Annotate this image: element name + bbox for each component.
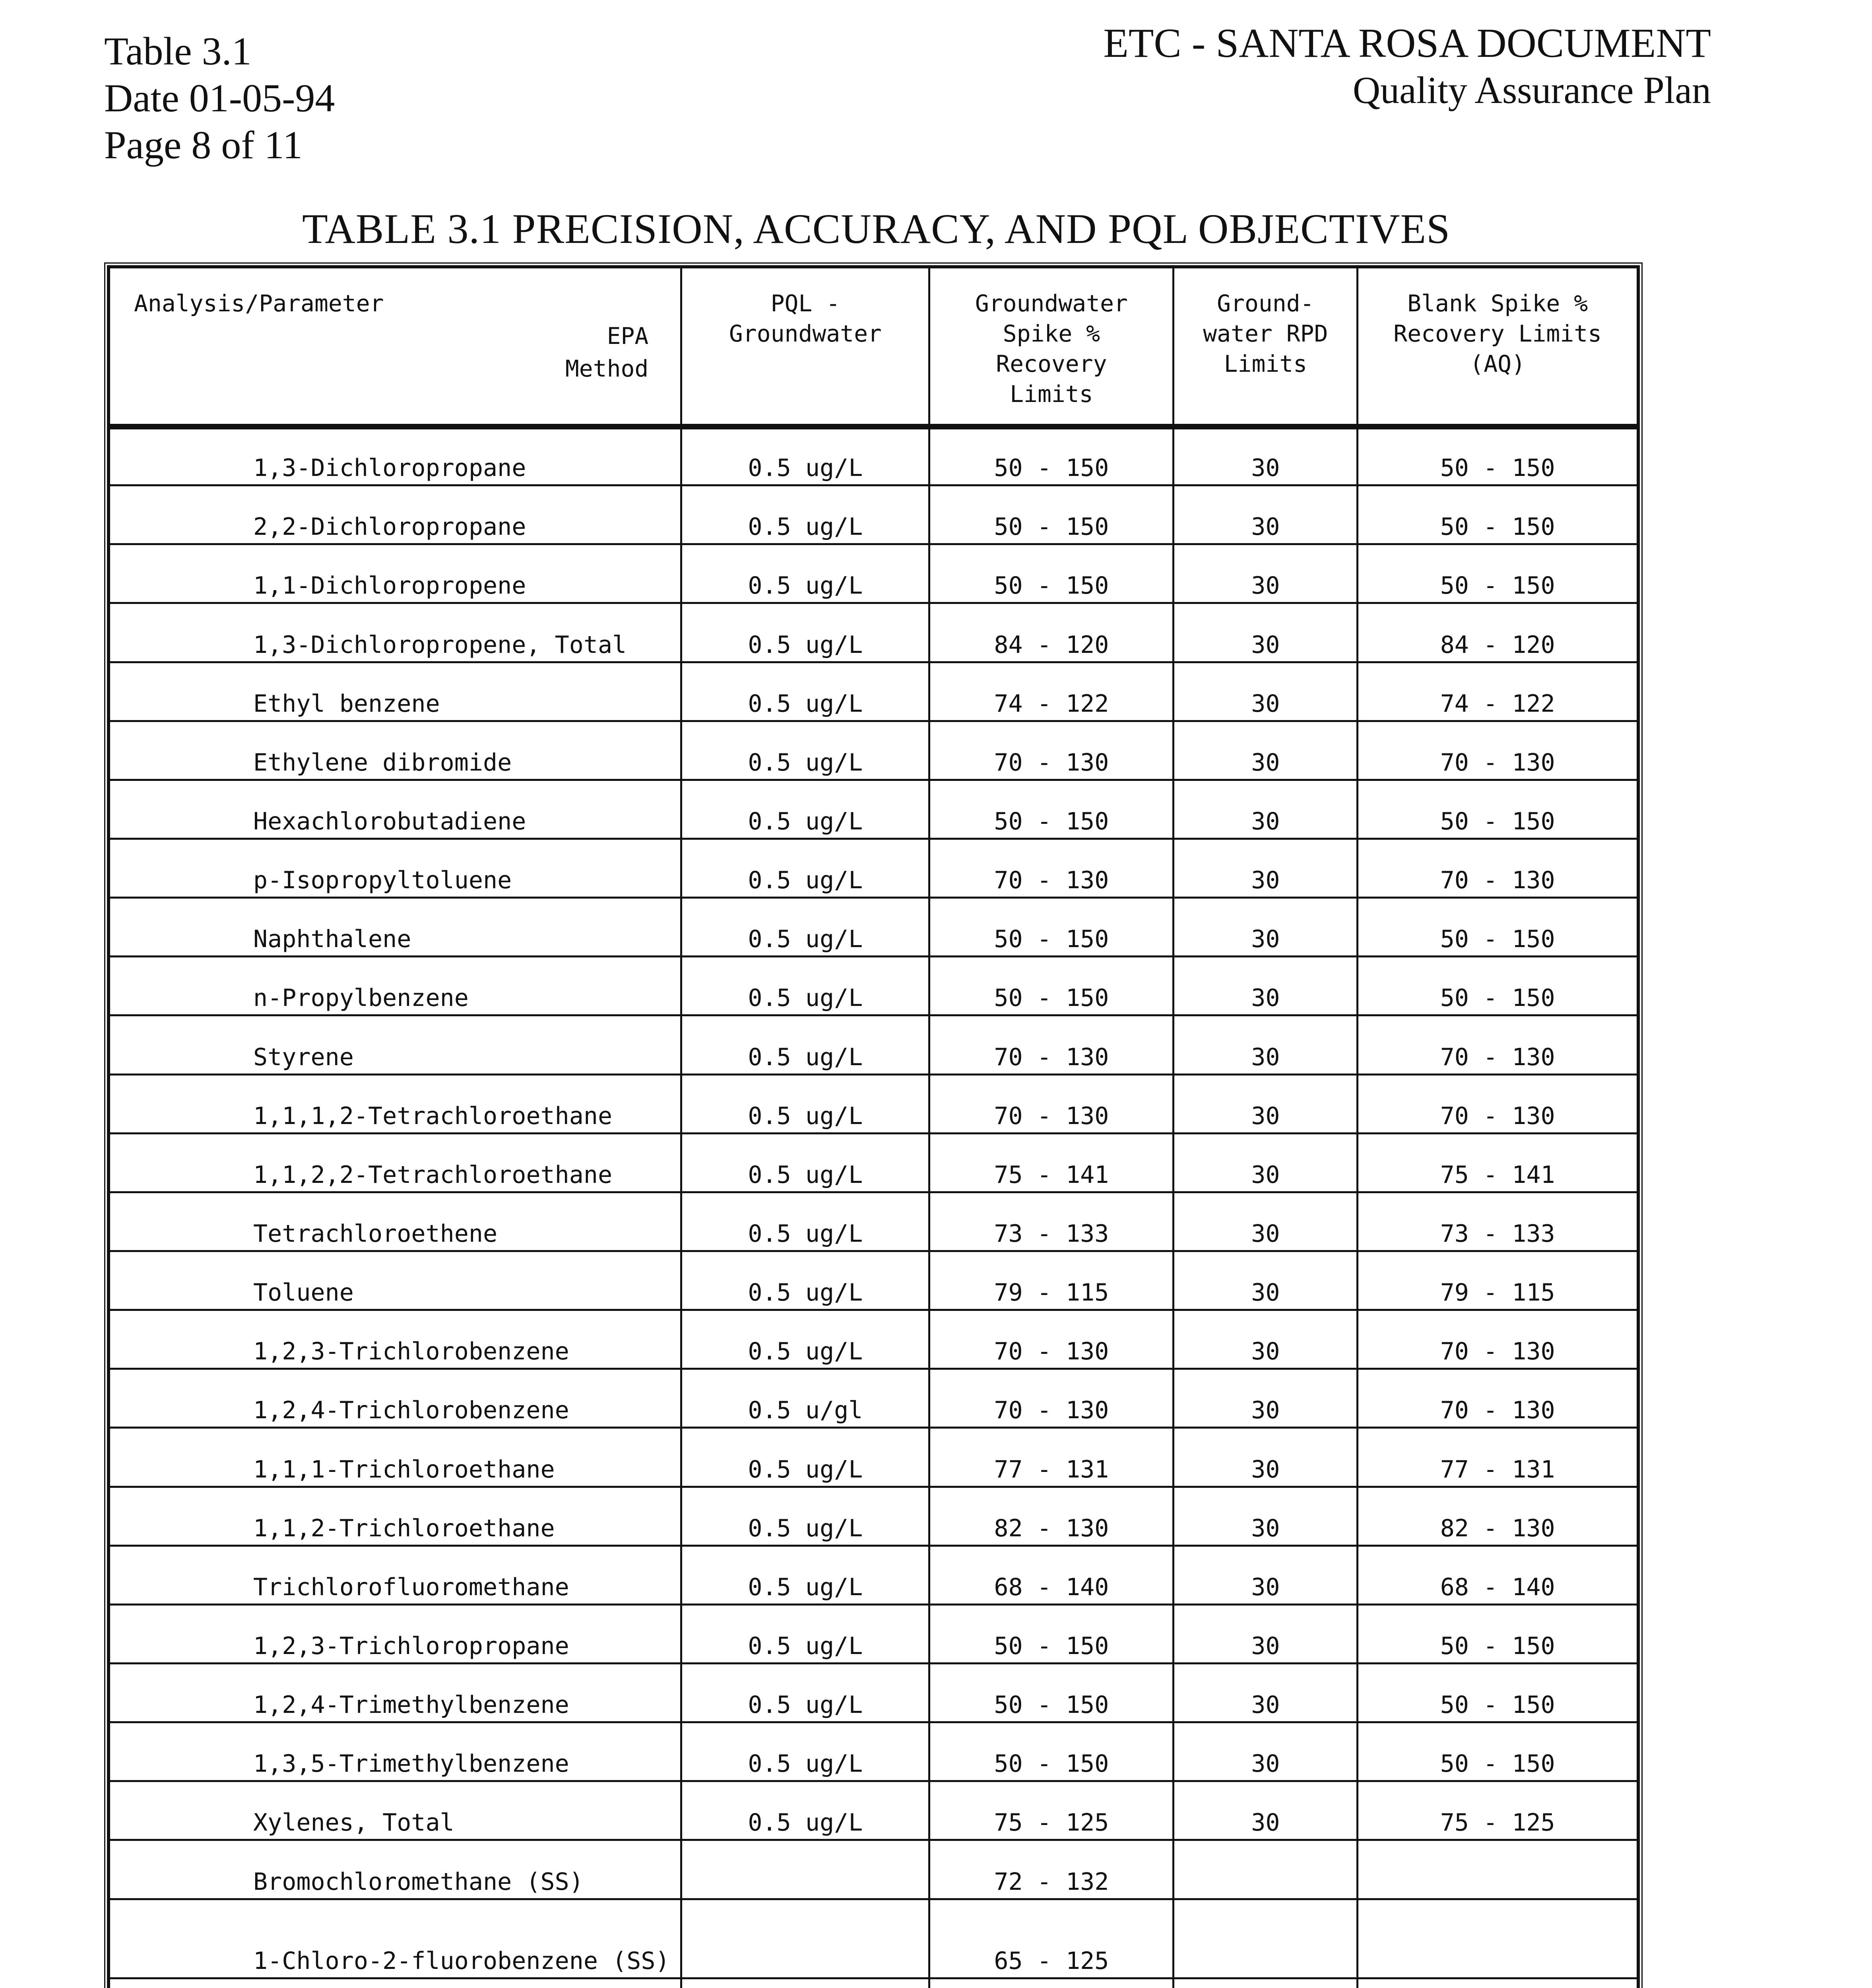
groundwater-spike-cell: 70 - 130 [929, 1015, 1174, 1074]
table-row [109, 1133, 1638, 1192]
blank-spike-cell: 50 - 150 [1358, 544, 1638, 603]
pql-cell: 0.5 ug/L [681, 1192, 929, 1251]
blank-spike-cell: 70 - 130 [1358, 1074, 1638, 1133]
rpd-limit-cell: 30 [1174, 1369, 1358, 1428]
header-blank-spike: Blank Spike % Recovery Limits (AQ) [1358, 268, 1638, 427]
blank-spike-cell: 75 - 125 [1358, 1781, 1638, 1840]
parameter-name: 1,3,5-Trimethylbenzene [253, 1750, 569, 1778]
analysis-parameter-cell [109, 662, 681, 721]
rpd-limit-cell: 30 [1174, 1604, 1358, 1663]
table-row [109, 1369, 1638, 1428]
parameter-name: 1,1,1,2-Tetrachloroethane [253, 1102, 613, 1130]
table-title: TABLE 3.1 PRECISION, ACCURACY, AND PQL OBJECTIVES [302, 206, 1451, 252]
analysis-parameter-cell [109, 1663, 681, 1722]
groundwater-spike-cell: 70 - 130 [929, 1369, 1174, 1428]
groundwater-spike-cell: 50 - 150 [929, 485, 1174, 544]
header-groundwater-spike: Groundwater Spike % Recovery Limits [929, 268, 1174, 427]
pql-cell: 0.5 ug/L [681, 1310, 929, 1369]
pql-cell: 0.5 ug/L [681, 1015, 929, 1074]
analysis-parameter-cell [109, 1840, 681, 1899]
analysis-parameter-cell [109, 1310, 681, 1369]
header-pql: PQL - Groundwater [681, 268, 929, 427]
rpd-limit-cell: 30 [1174, 427, 1358, 485]
pql-cell: 0.5 ug/L [681, 662, 929, 721]
groundwater-spike-cell: 65 - 125 [929, 1899, 1174, 1978]
parameter-name: 1,2,3-Trichloropropane [253, 1632, 569, 1660]
pql-cell: 0.5 ug/L [681, 603, 929, 662]
table-row [109, 544, 1638, 603]
pql-cell: 0.5 ug/L [681, 839, 929, 897]
parameter-name: 1,3-Dichloropropane [253, 454, 526, 482]
table-header-row [109, 268, 1638, 427]
analysis-parameter-cell [109, 1074, 681, 1133]
blank-spike-cell: 50 - 150 [1358, 1722, 1638, 1781]
groundwater-spike-cell: 75 - 141 [929, 1133, 1174, 1192]
groundwater-spike-cell: 70 - 130 [929, 839, 1174, 897]
parameter-name: Ethyl benzene [253, 689, 440, 718]
pql-cell: 0.5 ug/L [681, 1545, 929, 1604]
rpd-limit-cell: 30 [1174, 1074, 1358, 1133]
analysis-parameter-cell [109, 544, 681, 603]
rpd-limit-cell: 30 [1174, 603, 1358, 662]
groundwater-spike-cell: 50 - 150 [929, 957, 1174, 1015]
analysis-parameter-cell [109, 1781, 681, 1840]
table-row [109, 662, 1638, 721]
pql-cell: 0.5 ug/L [681, 957, 929, 1015]
parameter-name: 1,3-Dichloropropene, Total [253, 631, 627, 659]
blank-spike-cell: 50 - 150 [1358, 1663, 1638, 1722]
analysis-parameter-cell [109, 957, 681, 1015]
parameter-name: Ethylene dibromide [253, 748, 512, 777]
header-method: Method [565, 355, 649, 382]
analysis-parameter-cell [109, 898, 681, 957]
blank-spike-cell: 50 - 150 [1358, 898, 1638, 957]
rpd-limit-cell: 30 [1174, 1781, 1358, 1840]
table-row [109, 1310, 1638, 1369]
blank-spike-cell: 82 - 130 [1358, 1487, 1638, 1545]
analysis-parameter-cell [109, 1978, 681, 1988]
pql-cell [681, 1978, 929, 1988]
groundwater-spike-cell: 73 - 133 [929, 1192, 1174, 1251]
table-row [109, 721, 1638, 780]
parameter-name: 1,1,2,2-Tetrachloroethane [253, 1161, 613, 1189]
header-epa: EPA [607, 322, 649, 349]
pql-cell: 0.5 ug/L [681, 427, 929, 485]
analysis-parameter-cell [109, 721, 681, 780]
blank-spike-cell: 50 - 150 [1358, 780, 1638, 839]
table-row [109, 957, 1638, 1015]
table-row [109, 1074, 1638, 1133]
page-number: Page 8 of 11 [104, 123, 303, 167]
analysis-parameter-cell [109, 1487, 681, 1545]
groundwater-spike-cell: 50 - 150 [929, 898, 1174, 957]
analysis-parameter-cell [109, 603, 681, 662]
blank-spike-cell: 68 - 140 [1358, 1545, 1638, 1604]
table-row [109, 1428, 1638, 1487]
blank-spike-cell [1358, 1840, 1638, 1899]
analysis-parameter-cell [109, 1192, 681, 1251]
groundwater-spike-cell: 50 - 150 [929, 1663, 1174, 1722]
groundwater-spike-cell: 70 - 130 [929, 1310, 1174, 1369]
rpd-limit-cell: 30 [1174, 1428, 1358, 1487]
pql-cell: 0.5 ug/L [681, 1074, 929, 1133]
blank-spike-cell: 75 - 141 [1358, 1133, 1638, 1192]
table-row [109, 603, 1638, 662]
rpd-limit-cell: 30 [1174, 485, 1358, 544]
blank-spike-cell [1358, 1899, 1638, 1978]
pql-cell: 0.5 ug/L [681, 485, 929, 544]
rpd-limit-cell: 30 [1174, 1015, 1358, 1074]
analysis-parameter-cell [109, 1369, 681, 1428]
pql-cell: 0.5 ug/L [681, 1487, 929, 1545]
pql-cell [681, 1899, 929, 1978]
analysis-parameter-cell [109, 780, 681, 839]
parameter-name: n-Propylbenzene [253, 984, 469, 1012]
parameter-name: Xylenes, Total [253, 1809, 454, 1837]
analysis-parameter-cell [109, 1604, 681, 1663]
blank-spike-cell: 73 - 133 [1358, 1192, 1638, 1251]
groundwater-spike-cell: 50 - 150 [929, 544, 1174, 603]
groundwater-spike-cell: 68 - 140 [929, 1545, 1174, 1604]
blank-spike-cell: 50 - 150 [1358, 427, 1638, 485]
rpd-limit-cell: 30 [1174, 1192, 1358, 1251]
groundwater-spike-cell: 72 - 132 [929, 1840, 1174, 1899]
blank-spike-cell: 70 - 130 [1358, 721, 1638, 780]
objectives-table [104, 262, 1643, 1988]
table-row [109, 1781, 1638, 1840]
parameter-name: 1,1,2-Trichloroethane [253, 1514, 555, 1542]
groundwater-spike-cell: 70 - 130 [929, 1074, 1174, 1133]
table-row [109, 427, 1638, 485]
groundwater-spike-cell: 50 - 150 [929, 427, 1174, 485]
groundwater-spike-cell: 75 - 125 [929, 1781, 1174, 1840]
rpd-limit-cell: 30 [1174, 1251, 1358, 1310]
pql-cell: 0.5 ug/L [681, 1781, 929, 1840]
analysis-parameter-cell [109, 1251, 681, 1310]
groundwater-spike-cell: 82 - 130 [929, 1487, 1174, 1545]
rpd-limit-cell: 30 [1174, 898, 1358, 957]
blank-spike-cell: 70 - 130 [1358, 1310, 1638, 1369]
rpd-limit-cell: 30 [1174, 839, 1358, 897]
rpd-limit-cell: 30 [1174, 544, 1358, 603]
groundwater-spike-cell: 70 - 130 [929, 721, 1174, 780]
table-row [109, 1978, 1638, 1988]
rpd-limit-cell: 30 [1174, 780, 1358, 839]
table-row [109, 1251, 1638, 1310]
pql-cell: 0.5 ug/L [681, 898, 929, 957]
analysis-parameter-cell [109, 485, 681, 544]
rpd-limit-cell: 30 [1174, 662, 1358, 721]
table-row [109, 1545, 1638, 1604]
parameter-name: 1,2,4-Trimethylbenzene [253, 1691, 569, 1719]
table-row [109, 898, 1638, 957]
table-row [109, 839, 1638, 897]
blank-spike-cell: 50 - 150 [1358, 485, 1638, 544]
analysis-parameter-cell [109, 427, 681, 485]
parameter-name: 1,1,1-Trichloroethane [253, 1455, 555, 1483]
document-header-right [1103, 20, 1711, 114]
pql-cell: 0.5 u/gl [681, 1369, 929, 1428]
table-row [109, 1015, 1638, 1074]
pql-cell: 0.5 ug/L [681, 1251, 929, 1310]
table-row [109, 1487, 1638, 1545]
pql-cell: 0.5 ug/L [681, 544, 929, 603]
blank-spike-cell: 77 - 131 [1358, 1428, 1638, 1487]
table-row [109, 780, 1638, 839]
pql-cell [681, 1840, 929, 1899]
rpd-limit-cell: 30 [1174, 1722, 1358, 1781]
rpd-limit-cell: 30 [1174, 1310, 1358, 1369]
parameter-name: Hexachlorobutadiene [253, 807, 526, 835]
rpd-limit-cell: 30 [1174, 1133, 1358, 1192]
parameter-name: p-Isopropyltoluene [253, 866, 512, 895]
blank-spike-cell [1358, 1978, 1638, 1988]
blank-spike-cell: 79 - 115 [1358, 1251, 1638, 1310]
blank-spike-cell: 50 - 150 [1358, 957, 1638, 1015]
pql-cell: 0.5 ug/L [681, 1604, 929, 1663]
rpd-limit-cell: 30 [1174, 1663, 1358, 1722]
rpd-limit-cell: 30 [1174, 957, 1358, 1015]
parameter-name: 1,2,4-Trichlorobenzene [253, 1396, 569, 1425]
groundwater-spike-cell: 50 - 150 [929, 1722, 1174, 1781]
blank-spike-cell: 50 - 150 [1358, 1604, 1638, 1663]
rpd-limit-cell [1174, 1840, 1358, 1899]
parameter-name: 1-Chloro-2-fluorobenzene (SS) [253, 1947, 670, 1975]
table-row [109, 1192, 1638, 1251]
document-date: Date 01-05-94 [104, 76, 335, 120]
table-row [109, 1663, 1638, 1722]
parameter-name: 1,1-Dichloropropene [253, 572, 526, 600]
rpd-limit-cell [1174, 1978, 1358, 1988]
groundwater-spike-cell: 50 - 150 [929, 780, 1174, 839]
document-header-left [104, 28, 335, 169]
analysis-parameter-cell [109, 1899, 681, 1978]
groundwater-spike-cell [929, 1978, 1174, 1988]
rpd-limit-cell: 30 [1174, 721, 1358, 780]
rpd-limit-cell: 30 [1174, 1545, 1358, 1604]
parameter-name: 2,2-Dichloropropane [253, 513, 526, 541]
table-row [109, 1899, 1638, 1978]
parameter-name: Toluene [253, 1279, 354, 1307]
parameter-name: Styrene [253, 1043, 354, 1071]
pql-cell: 0.5 ug/L [681, 1133, 929, 1192]
parameter-name: Trichlorofluoromethane [253, 1573, 569, 1601]
pql-cell: 0.5 ug/L [681, 1428, 929, 1487]
analysis-parameter-cell [109, 839, 681, 897]
blank-spike-cell: 84 - 120 [1358, 603, 1638, 662]
rpd-limit-cell: 30 [1174, 1487, 1358, 1545]
rpd-limit-cell [1174, 1899, 1358, 1978]
parameter-name: Tetrachloroethene [253, 1219, 498, 1248]
blank-spike-cell: 70 - 130 [1358, 1015, 1638, 1074]
groundwater-spike-cell: 50 - 150 [929, 1604, 1174, 1663]
table-row [109, 1604, 1638, 1663]
parameter-name: Bromochloromethane (SS) [253, 1868, 584, 1896]
table-row [109, 1840, 1638, 1899]
parameter-name: Naphthalene [253, 925, 411, 953]
groundwater-spike-cell: 84 - 120 [929, 603, 1174, 662]
table-row [109, 485, 1638, 544]
groundwater-spike-cell: 79 - 115 [929, 1251, 1174, 1310]
blank-spike-cell: 70 - 130 [1358, 839, 1638, 897]
analysis-parameter-cell [109, 1133, 681, 1192]
parameter-name: 1,2,3-Trichlorobenzene [253, 1338, 569, 1366]
pql-cell: 0.5 ug/L [681, 1663, 929, 1722]
pql-cell: 0.5 ug/L [681, 1722, 929, 1781]
analysis-parameter-cell [109, 1545, 681, 1604]
document-subtitle: Quality Assurance Plan [1352, 69, 1711, 111]
analysis-parameter-cell [109, 1015, 681, 1074]
document-title: ETC - SANTA ROSA DOCUMENT [1103, 20, 1711, 66]
pql-cell: 0.5 ug/L [681, 721, 929, 780]
groundwater-spike-cell: 74 - 122 [929, 662, 1174, 721]
header-rpd-limits: Ground- water RPD Limits [1174, 268, 1358, 427]
blank-spike-cell: 74 - 122 [1358, 662, 1638, 721]
table-row [109, 1722, 1638, 1781]
header-analysis-parameter: Analysis/Parameter EPA Method [109, 268, 681, 427]
table-number: Table 3.1 [104, 29, 252, 73]
analysis-parameter-cell [109, 1722, 681, 1781]
analysis-parameter-cell [109, 1428, 681, 1487]
blank-spike-cell: 70 - 130 [1358, 1369, 1638, 1428]
pql-cell: 0.5 ug/L [681, 780, 929, 839]
groundwater-spike-cell: 77 - 131 [929, 1428, 1174, 1487]
